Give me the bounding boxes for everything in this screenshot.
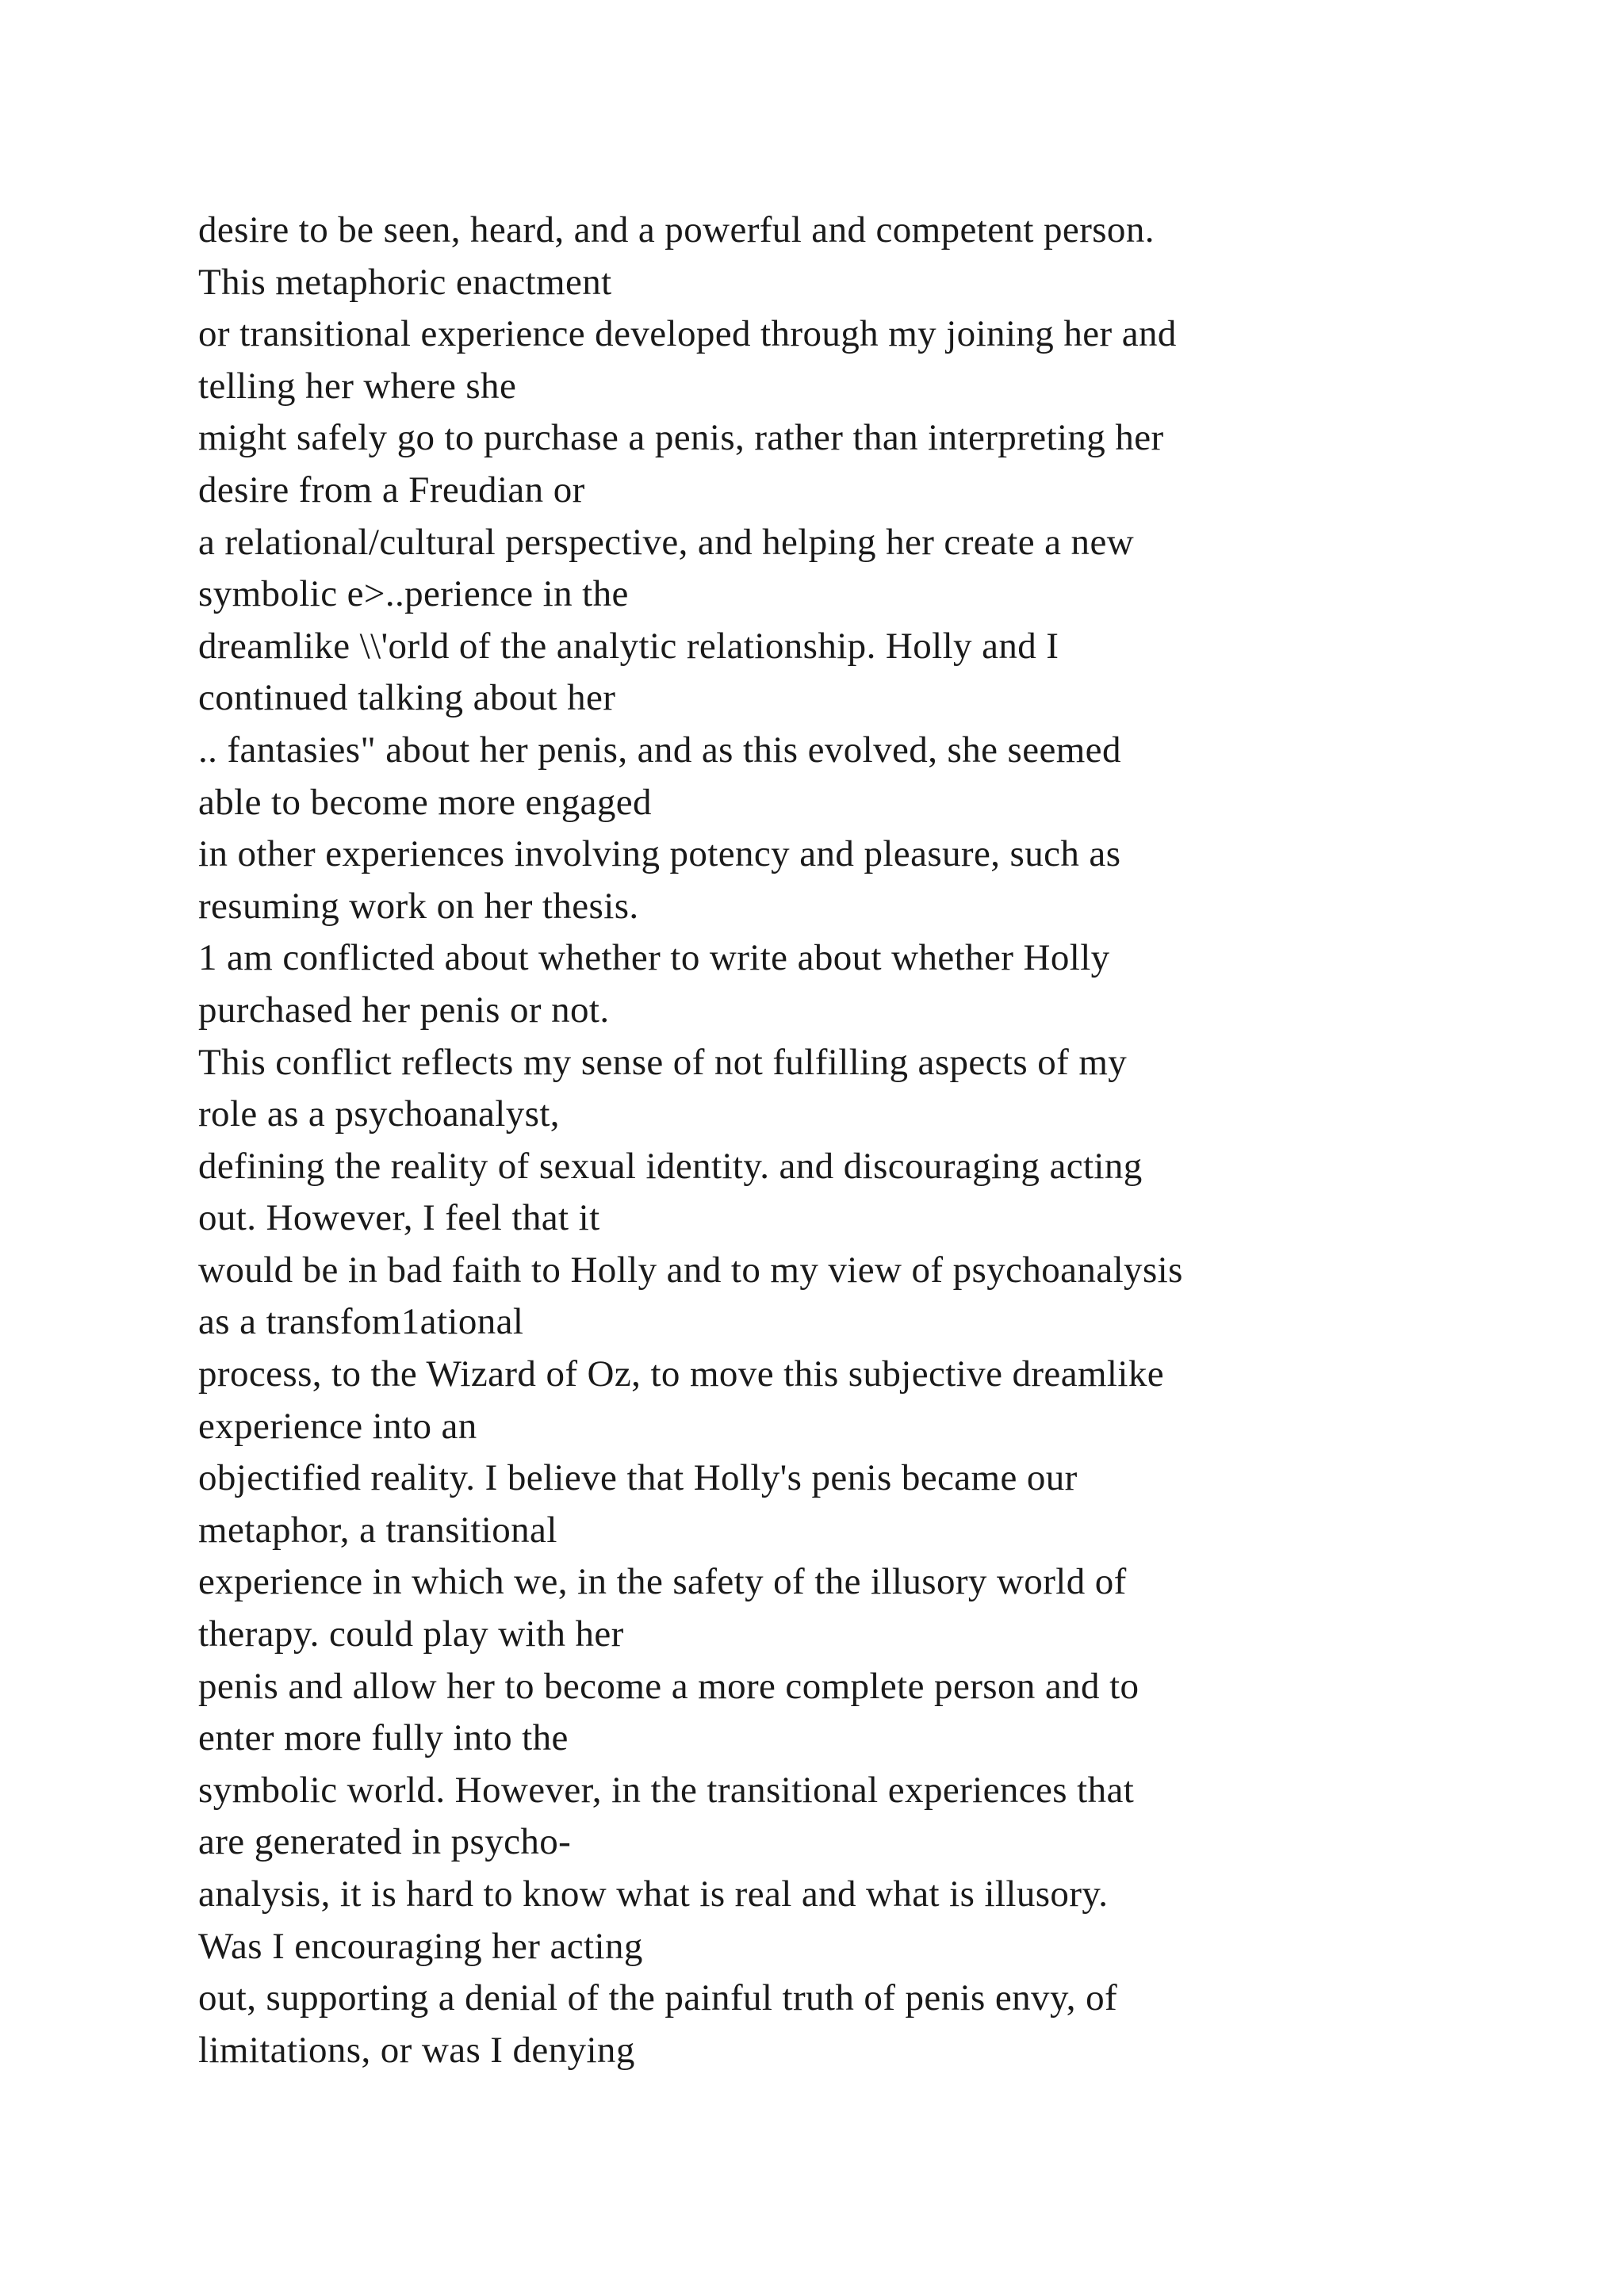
text-line: experience into an [198,1405,477,1447]
text-line: out. However, I feel that it [198,1197,600,1239]
text-line: desire from a Freudian or [198,469,585,511]
text-line: .. fantasies" about her penis, and as this evolved, she seemed [198,729,1121,771]
text-line: continued talking about her [198,677,616,719]
text-line: penis and allow her to become a more complete person and to [198,1665,1139,1707]
text-line: telling her where she [198,365,517,407]
text-line: analysis, it is hard to know what is real and what is illusory. [198,1873,1109,1915]
text-line: out, supporting a denial of the painful truth of penis envy, of [198,1977,1118,2019]
text-line: enter more fully into the [198,1717,569,1759]
text-line: desire to be seen, heard, and a powerful and competent person. [198,209,1155,251]
text-line: limitations, or was I denying [198,2029,635,2071]
text-line: might safely go to purchase a penis, rather than interpreting her [198,417,1164,459]
text-line: able to become more engaged [198,781,652,823]
text-line: Was I encouraging her acting [198,1925,643,1967]
text-line: dreamlike \\'orld of the analytic relationship. Holly and I [198,625,1059,667]
text-line: defining the reality of sexual identity. and discouraging acting [198,1145,1143,1187]
text-line: metaphor, a transitional [198,1509,557,1551]
text-line: experience in which we, in the safety of the illusory world of [198,1561,1127,1603]
text-line: symbolic e>..perience in the [198,573,629,615]
text-line: in other experiences involving potency and pleasure, such as [198,833,1121,875]
text-line: purchased her penis or not. [198,989,610,1031]
text-line: 1 am conflicted about whether to write about whether Holly [198,937,1110,979]
text-line: would be in bad faith to Holly and to my view of psychoanalysis [198,1249,1183,1291]
text-line: objectified reality. I believe that Holly's penis became our [198,1457,1078,1499]
text-line: or transitional experience developed through my joining her and [198,313,1177,355]
text-line: This conflict reflects my sense of not fulfilling aspects of my [198,1041,1128,1083]
text-line: a relational/cultural perspective, and helping her create a new [198,521,1135,563]
text-line: are generated in psycho- [198,1821,572,1863]
text-line: therapy. could play with her [198,1613,624,1655]
text-line: This metaphoric enactment [198,261,612,303]
body-text [198,205,1546,2076]
text-line: as a transfom1ational [198,1301,524,1343]
text-line: process, to the Wizard of Oz, to move this subjective dreamlike [198,1353,1164,1395]
text-line: resuming work on her thesis. [198,885,639,927]
text-line: symbolic world. However, in the transitional experiences that [198,1769,1135,1811]
text-line: role as a psychoanalyst, [198,1093,560,1135]
